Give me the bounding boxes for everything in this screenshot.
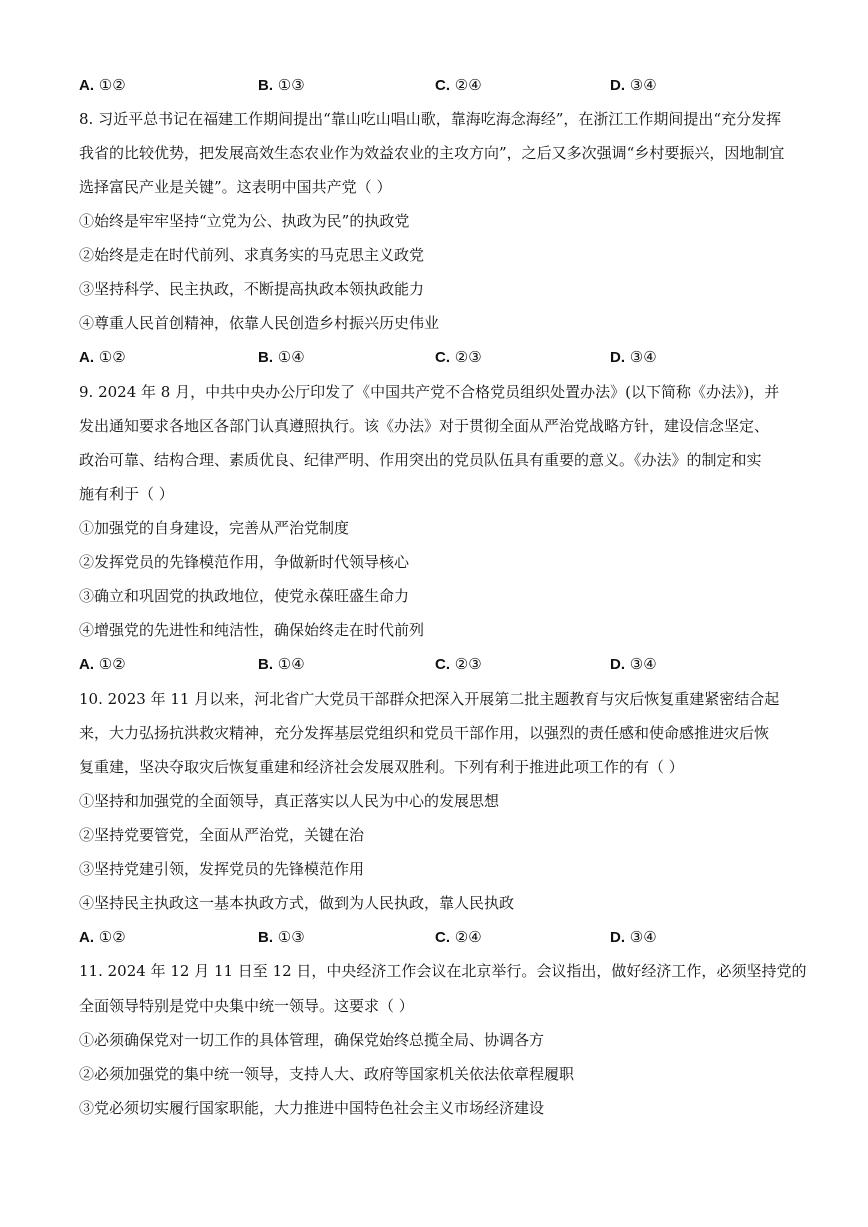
answer-options-q9 xyxy=(79,654,799,674)
statement-item: ③党必须切实履行国家职能，大力推进中国特色社会主义市场经济建设 xyxy=(79,1099,545,1117)
statement-item: ④坚持民主执政这一基本执政方式，做到为人民执政，靠人民执政 xyxy=(79,894,515,912)
statement-item: ④增强党的先进性和纯洁性，确保始终走在时代前列 xyxy=(79,621,425,639)
option-a: A. ①② xyxy=(79,76,126,94)
option-d: D. ③④ xyxy=(610,928,657,946)
question-9-stem: 9. 2024 年 8 月，中共中央办公厅印发了《中国共产党不合格党员组织处置办法》(以下简称《办法》)，并 xyxy=(79,383,780,401)
option-b: B. ①④ xyxy=(258,348,305,366)
option-d: D. ③④ xyxy=(610,76,657,94)
option-a: A. ①② xyxy=(79,348,126,366)
question-10-stem: 复重建，坚决夺取灾后恢复重建和经济社会发展双胜利。下列有利于推进此项工作的有（ ） xyxy=(79,758,684,776)
option-d: D. ③④ xyxy=(610,655,657,673)
option-a: A. ①② xyxy=(79,655,126,673)
option-c: C. ②③ xyxy=(435,655,482,673)
question-8-stem: 8. 习近平总书记在福建工作期间提出“靠山吃山唱山歌，靠海吃海念海经”，在浙江工作期间提出“充分发挥 xyxy=(79,110,782,128)
option-c: C. ②④ xyxy=(435,928,482,946)
answer-options-q8 xyxy=(79,347,799,367)
question-11-stem: 11. 2024 年 12 月 11 日至 12 日，中央经济工作会议在北京举行。会议指出，做好经济工作，必须坚持党的 xyxy=(79,962,807,980)
statement-item: ③确立和巩固党的执政地位，使党永葆旺盛生命力 xyxy=(79,587,410,605)
statement-item: ②发挥党员的先锋模范作用，争做新时代领导核心 xyxy=(79,553,410,571)
question-9-stem: 施有利于（ ） xyxy=(79,485,174,503)
option-c: C. ②④ xyxy=(435,76,482,94)
question-9-stem: 发出通知要求各地区各部门认真遵照执行。该《办法》对于贯彻全面从严治党战略方针，建设信念坚定、 xyxy=(79,417,770,435)
statement-item: ②始终是走在时代前列、求真务实的马克思主义政党 xyxy=(79,246,425,264)
statement-item: ②坚持党要管党，全面从严治党，关键在治 xyxy=(79,826,365,844)
option-c: C. ②③ xyxy=(435,348,482,366)
statement-item: ③坚持党建引领，发挥党员的先锋模范作用 xyxy=(79,860,365,878)
statement-item: ③坚持科学、民主执政，不断提高执政本领执政能力 xyxy=(79,280,425,298)
statement-item: ④尊重人民首创精神，依靠人民创造乡村振兴历史伟业 xyxy=(79,314,440,332)
question-10-stem: 10. 2023 年 11 月以来，河北省广大党员干部群众把深入开展第二批主题教育与灾后恢复重建紧密结合起 xyxy=(79,690,780,708)
option-d: D. ③④ xyxy=(610,348,657,366)
option-b: B. ①④ xyxy=(258,655,305,673)
statement-item: ①始终是牢牢坚持“立党为公、执政为民”的执政党 xyxy=(79,212,410,230)
answer-options-q10 xyxy=(79,927,799,947)
answer-options-q7 xyxy=(79,75,799,95)
statement-item: ①坚持和加强党的全面领导，真正落实以人民为中心的发展思想 xyxy=(79,792,500,810)
question-8-stem: 选择富民产业是关键”。这表明中国共产党（ ） xyxy=(79,178,392,196)
option-b: B. ①③ xyxy=(258,928,305,946)
option-a: A. ①② xyxy=(79,928,126,946)
question-8-stem: 我省的比较优势，把发展高效生态农业作为效益农业的主攻方向”，之后又多次强调“乡村要振兴，因地制宜 xyxy=(79,144,785,162)
statement-item: ①必须确保党对一切工作的具体管理，确保党始终总揽全局、协调各方 xyxy=(79,1031,545,1049)
question-11-stem: 全面领导特别是党中央集中统一领导。这要求（ ） xyxy=(79,997,414,1015)
question-10-stem: 来，大力弘扬抗洪救灾精神，充分发挥基层党组织和党员干部作用，以强烈的责任感和使命感推进灾后恢 xyxy=(79,724,770,742)
option-b: B. ①③ xyxy=(258,76,305,94)
statement-item: ②必须加强党的集中统一领导，支持人大、政府等国家机关依法依章程履职 xyxy=(79,1065,575,1083)
question-9-stem: 政治可靠、结构合理、素质优良、纪律严明、作用突出的党员队伍具有重要的意义。《办法》的制定和实 xyxy=(79,451,762,469)
statement-item: ①加强党的自身建设，完善从严治党制度 xyxy=(79,519,350,537)
